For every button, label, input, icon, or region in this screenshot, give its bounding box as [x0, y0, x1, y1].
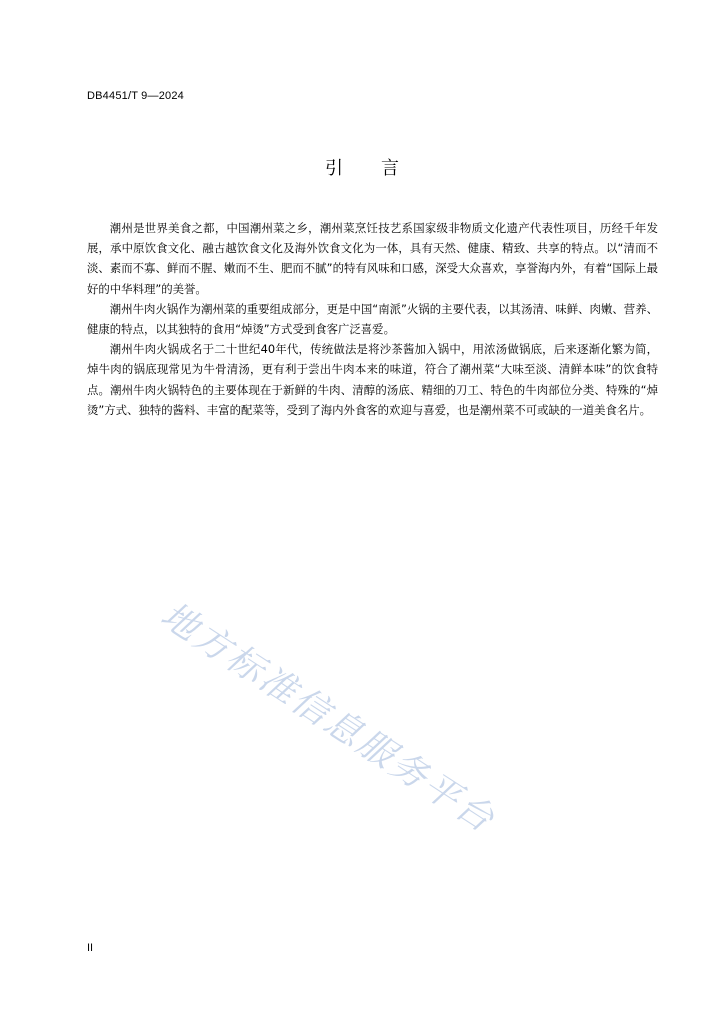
section-body [87, 218, 658, 420]
paragraph: 潮州牛肉火锅作为潮州菜的重要组成部分，更是中国“南派”火锅的主要代表，以其汤清、味鲜、肉嫩、营养、健康的特点，以其独特的食用“焯烫”方式受到食客广泛喜爱。 [87, 301, 658, 337]
watermark: 地方标准信息服务平台 [153, 594, 503, 842]
section-title: 引言 [325, 158, 437, 179]
standard-code: DB4451/T 9—2024 [87, 90, 184, 102]
paragraph: 潮州牛肉火锅成名于二十世纪40年代，传统做法是将沙茶酱加入锅中，用浓汤做锅底，后来逐渐化繁为简，焯牛肉的锅底现常见为牛骨清汤，更有利于尝出牛肉本来的味道，符合了潮州菜“大味至淡、清鲜本味”的饮食特点。潮州牛肉火锅特色的主要体现在于新鲜的牛肉、清醇的汤底、精细的刀工、特色的牛肉部位分类、特殊的“焯烫”方式、独特的酱料、丰富的配菜等，受到了海内外食客的欢迎与喜爱，也是潮州菜不可或缺的一道美食名片。 [87, 342, 658, 417]
page-number: II [87, 942, 94, 954]
paragraph: 潮州是世界美食之都，中国潮州菜之乡，潮州菜烹饪技艺系国家级非物质文化遗产代表性项目，历经千年发展，承中原饮食文化、融古越饮食文化及海外饮食文化为一体，具有天然、健康、精致、共享的特点。以“清而不淡、素而不寡、鲜而不腥、嫩而不生、肥而不腻”的特有风味和口感，深受大众喜欢，享誉海内外，有着“国际上最好的中华料理”的美誉。 [87, 221, 658, 296]
